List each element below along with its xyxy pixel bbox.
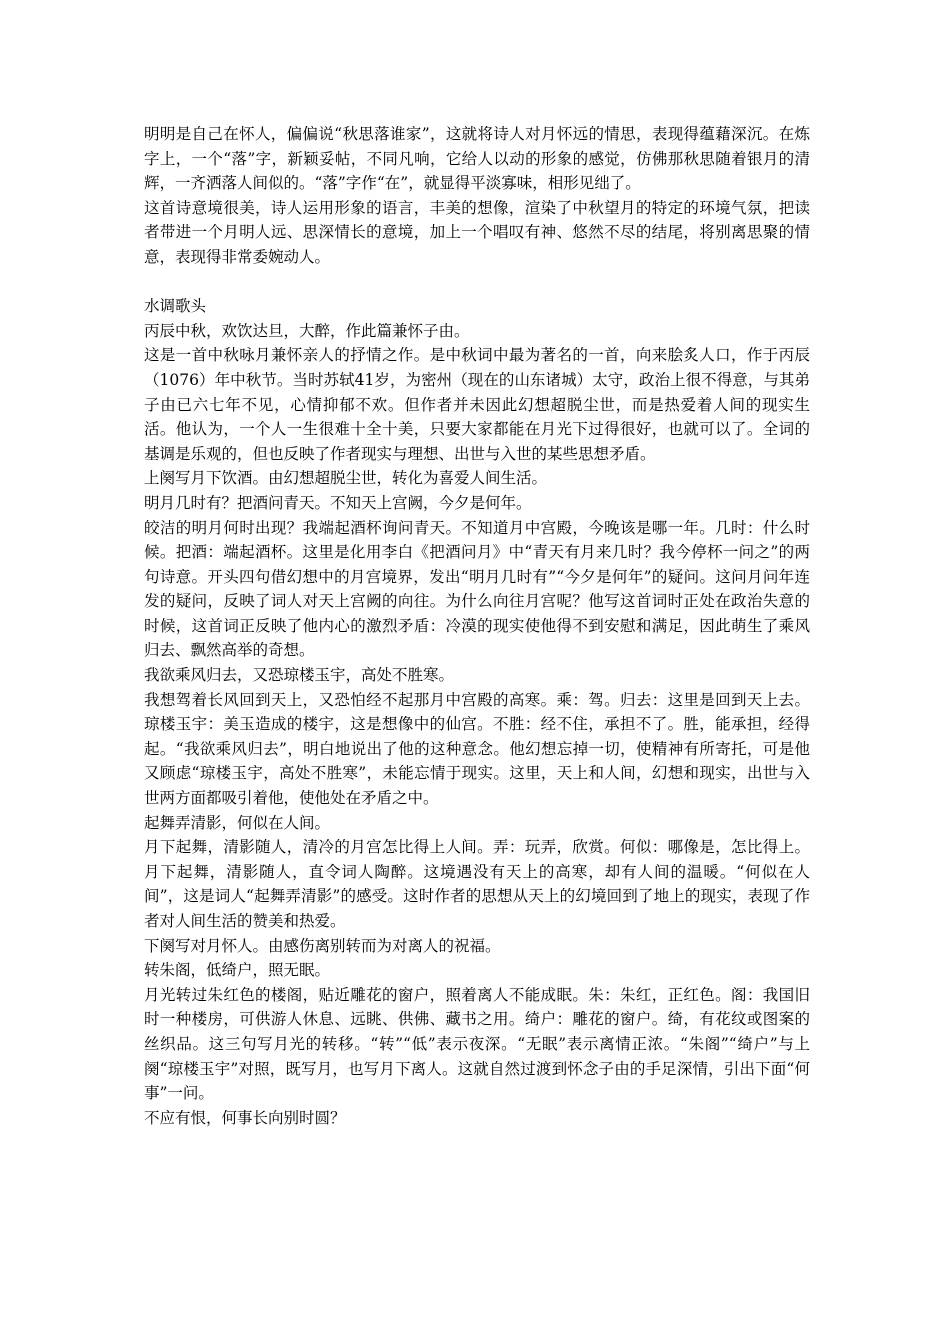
poem-line-2: 我欲乘风归去，又恐琼楼玉宇，高处不胜寒。 xyxy=(144,666,455,685)
blank-line xyxy=(144,270,810,295)
poem-line-1: 明月几时有？把酒问青天。不知天上宫阙，今夕是何年。 xyxy=(144,493,532,512)
paragraph-1: 明明是自己在怀人，偏偏说“秋思落谁家”，这就将诗人对月怀远的情思，表现得蕴藉深沉。在炼字上，一个“落”字，新颖妥帖，不同凡响，它给人以动的形象的感觉，仿佛那秋思随着银月的清辉，一齐洒落人间似的。“落”字作“在”，就显得平淡寡味，相形见绌了。 xyxy=(144,125,810,193)
section-title: 水调歌头 xyxy=(144,297,207,316)
paragraph-annotation-2: 我想驾着长风回到天上，又恐怕经不起那月中宫殿的高寒。乘：驾。归去：这里是回到天上去。琼楼玉宇：美玉造成的楼宇，这是想像中的仙宫。不胜：经不住，承担不了。胜，能承担，经得起。“我欲乘风归去”，明白地说出了他的这种意念。他幻想忘掉一切，使精神有所寄托，可是他又顾虑“琼楼玉宇，高处不胜寒”，未能忘情于现实。这里，天上和人间，幻想和现实，出世与入世两方面都吸引着他，使他处在矛盾之中。 xyxy=(144,690,810,808)
paragraph-annotation-3: 月下起舞，清影随人，清冷的月宫怎比得上人间。弄：玩弄，欣赏。何似：哪像是，怎比得上。月下起舞，清影随人，直令词人陶醉。这境遇没有天上的高寒，却有人间的温暖。“何似在人间”，这是词人“起舞弄清影”的感受。这时作者的思想从天上的幻境回到了地上的现实，表现了作者对人间生活的赞美和热爱。 xyxy=(144,838,810,930)
paragraph-intro: 这是一首中秋咏月兼怀亲人的抒情之作。是中秋词中最为著名的一首，向来脍炙人口，作于丙辰（1076）年中秋节。当时苏轼41岁，为密州（现在的山东诸城）太守，政治上很不得意，与其弟子由已六七年不见，心情抑郁不欢。但作者并未因此幻想超脱尘世，而是热爱着人间的现实生活。他认为，一个人一生很难十全十美，只要大家都能在月光下过得很好，也就可以了。全词的基调是乐观的，但也反映了作者现实与理想、出世与入世的某些思想矛盾。 xyxy=(144,346,810,463)
paragraph-annotation-1: 皎洁的明月何时出现？我端起酒杯询问青天。不知道月中宫殿，今晚该是哪一年。几时：什么时候。把酒：端起酒杯。这里是化用李白《把酒问月》中“青天有月来几时？我今停杯一问之”的两句诗意。开头四句借幻想中的月宫境界，发出“明月几时有”“今夕是何年”的疑问。这问月问年连发的疑问，反映了词人对天上宫阙的向往。为什么向往月宫呢？他写这首词时正处在政治失意的时候，这首词正反映了他内心的激烈矛盾：冷漠的现实使他得不到安慰和满足，因此萌生了乘风归去、飘然高举的奇想。 xyxy=(144,518,810,660)
paragraph-lower-stanza: 下阕写对月怀人。由感伤离别转而为对离人的祝福。 xyxy=(144,936,501,955)
poem-line-5: 不应有恨，何事长向别时圆？ xyxy=(144,1108,346,1127)
paragraph-annotation-4: 月光转过朱红色的楼阁，贴近雕花的窗户，照着离人不能成眠。朱：朱红，正红色。阁：我国旧时一种楼房，可供游人休息、远眺、供佛、藏书之用。绮户：雕花的窗户。绮，有花纹或图案的丝织品。这三句写月光的转移。“转”“低”表示夜深。“无眠”表示离情正浓。“朱阁”“绮户”与上阕“琼楼玉宇”对照，既写月，也写月下离人。这就自然过渡到怀念子由的手足深情，引出下面“何事”一问。 xyxy=(144,985,810,1103)
poem-preface: 丙辰中秋，欢饮达旦，大醉，作此篇兼怀子由。 xyxy=(144,321,470,340)
paragraph-2: 这首诗意境很美，诗人运用形象的语言，丰美的想像，渲染了中秋望月的特定的环境气氛，把读者带进一个月明人远、思深情长的意境，加上一个唱叹有神、悠然不尽的结尾，将别离思聚的情意，表现得非常委婉动人。 xyxy=(144,198,810,266)
paragraph-upper-stanza: 上阕写月下饮酒。由幻想超脱尘世，转化为喜爱人间生活。 xyxy=(144,469,548,488)
document-body xyxy=(144,122,810,1130)
poem-line-4: 转朱阁，低绮户，照无眠。 xyxy=(144,961,331,980)
poem-line-3: 起舞弄清影，何似在人间。 xyxy=(144,813,331,832)
